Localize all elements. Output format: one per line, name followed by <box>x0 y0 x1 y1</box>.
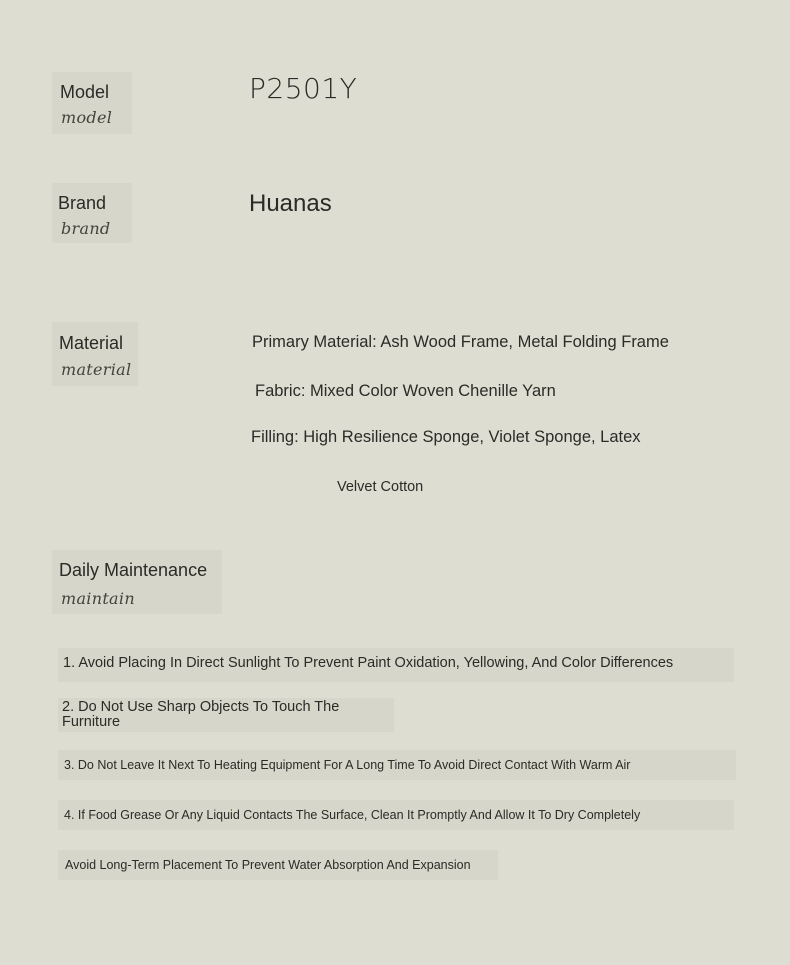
maintenance-label: Daily Maintenance <box>59 560 208 580</box>
model-label: Model <box>60 82 110 102</box>
maintenance-tip: 4. If Food Grease Or Any Liquid Contacts The Surface, Clean It Promptly And Allow It To Dry Completely <box>64 808 641 822</box>
maintenance-tip: 3. Do Not Leave It Next To Heating Equipment For A Long Time To Avoid Direct Contact With Warm Air <box>64 758 631 772</box>
model-value: P2501Y <box>249 72 358 105</box>
maintenance-tip: Avoid Long-Term Placement To Prevent Water Absorption And Expansion <box>65 858 471 872</box>
material-sublabel: material <box>61 360 132 379</box>
brand-section <box>0 150 790 260</box>
model-sublabel: model <box>61 108 113 127</box>
material-line: Velvet Cotton <box>337 479 424 495</box>
brand-sublabel: brand <box>61 219 111 238</box>
material-label: Material <box>59 333 124 353</box>
material-line: Primary Material: Ash Wood Frame, Metal Folding Frame <box>252 333 669 351</box>
maintenance-tip: 1. Avoid Placing In Direct Sunlight To Prevent Paint Oxidation, Yellowing, And Color Differences <box>63 655 674 671</box>
material-line: Filling: High Resilience Sponge, Violet Sponge, Latex <box>251 428 641 446</box>
material-line: Fabric: Mixed Color Woven Chenille Yarn <box>255 382 556 400</box>
maintenance-section <box>0 540 790 900</box>
model-section <box>0 0 790 140</box>
brand-label: Brand <box>58 193 107 213</box>
brand-value: Huanas <box>249 190 332 217</box>
maintenance-sublabel: maintain <box>61 589 135 608</box>
material-section <box>0 300 790 520</box>
maintenance-tip: 2. Do Not Use Sharp Objects To Touch The Furniture <box>62 699 340 730</box>
